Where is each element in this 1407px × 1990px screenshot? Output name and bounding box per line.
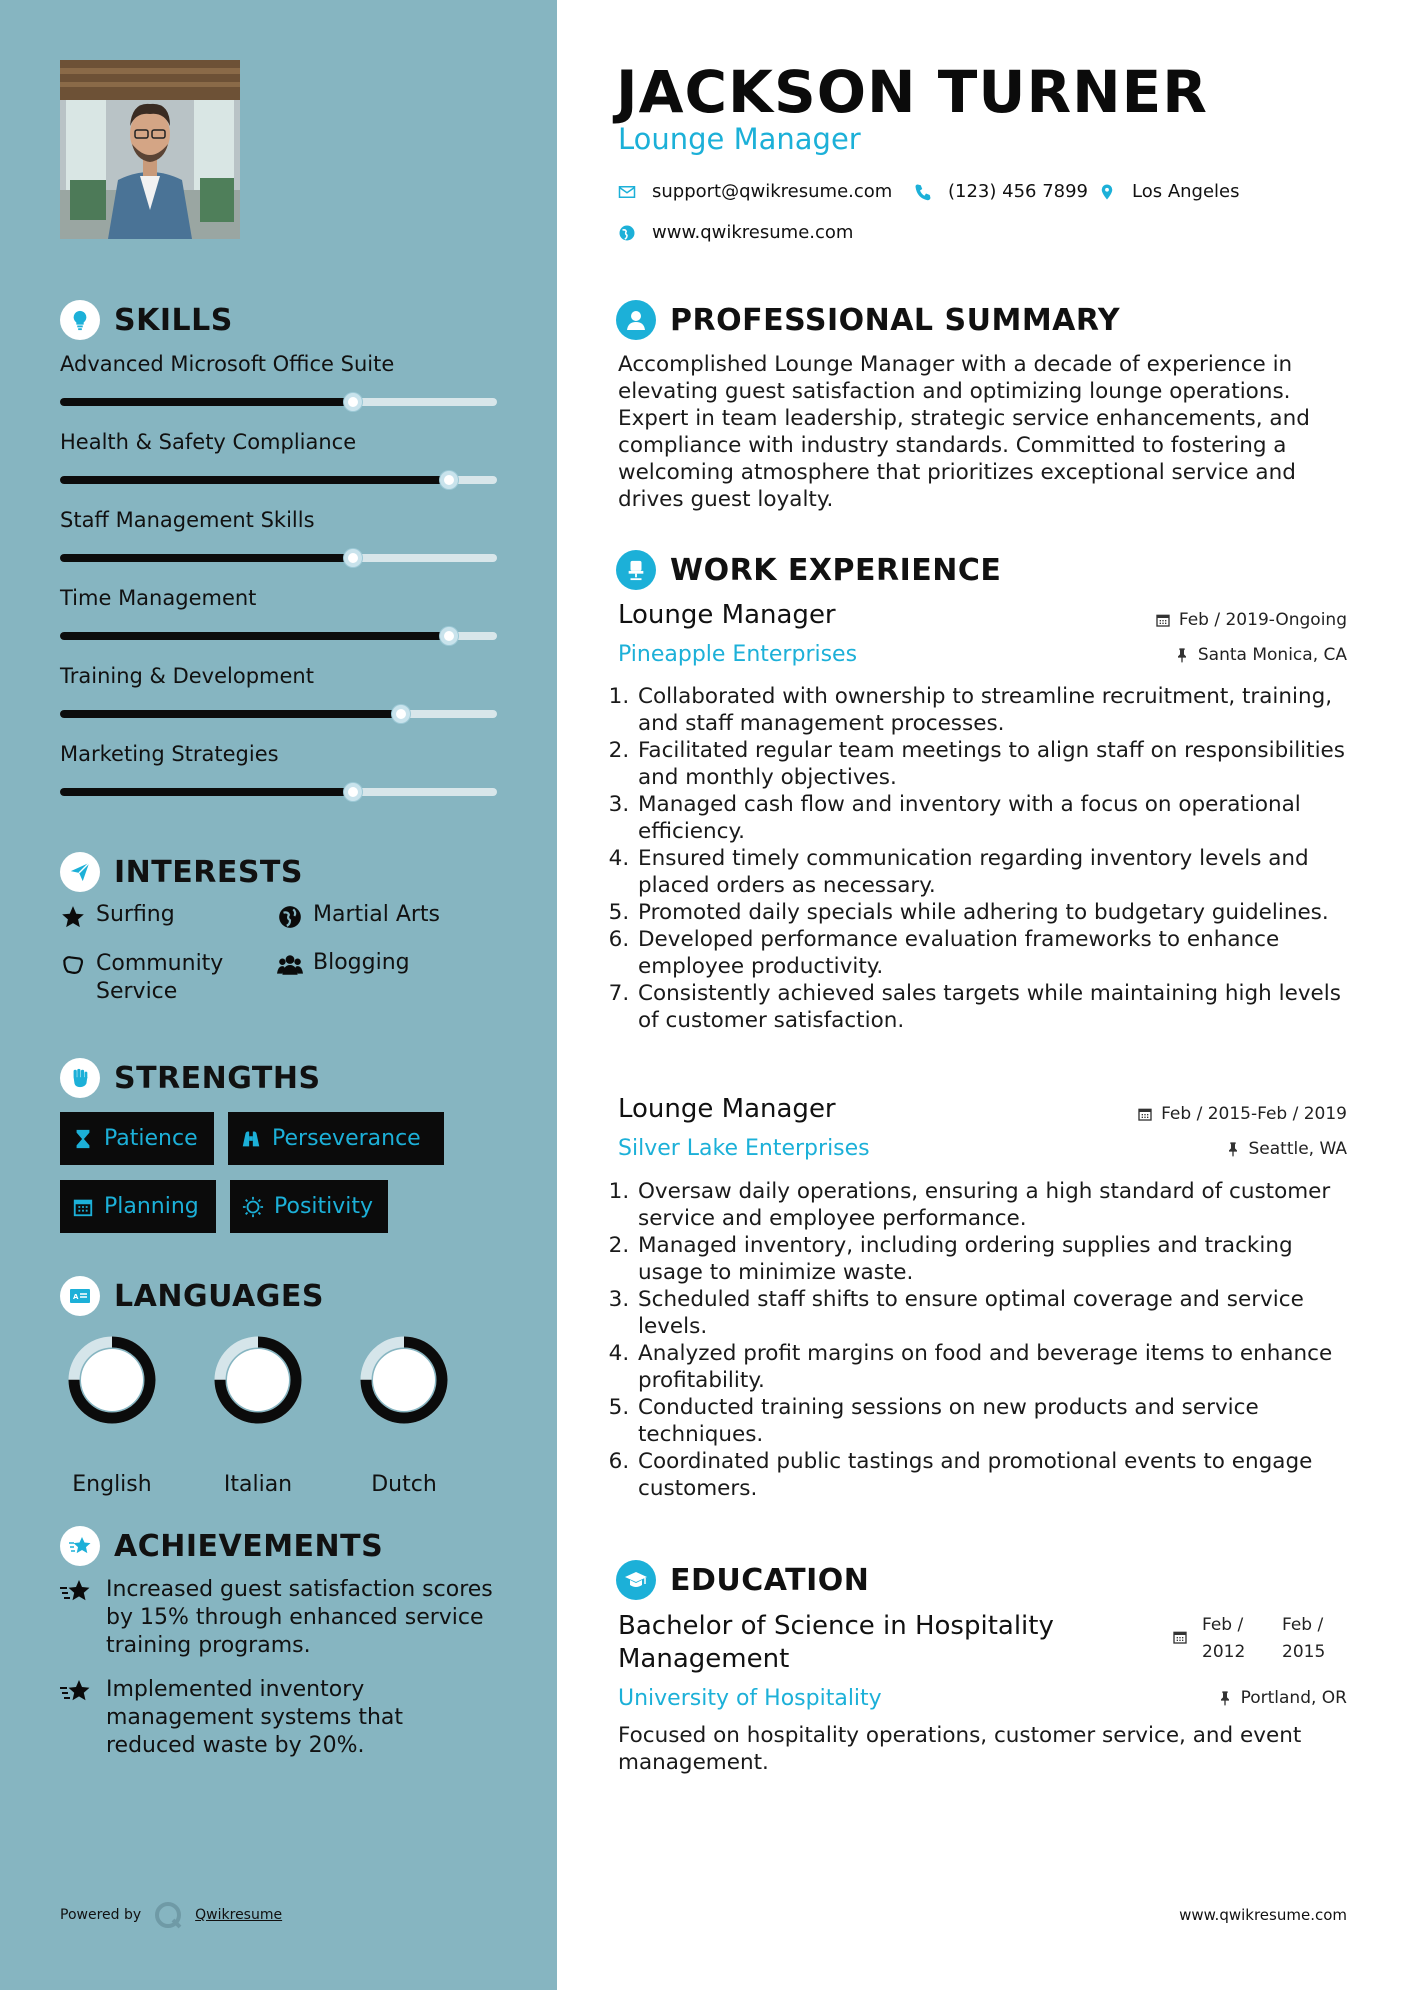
award-star-icon [60, 1578, 92, 1606]
strength-badge [228, 1112, 444, 1165]
user-icon [616, 300, 656, 340]
school-name: University of Hospitality [618, 1686, 882, 1711]
language-label: English [72, 1472, 152, 1497]
section-title: SKILLS [114, 302, 233, 338]
job-location [1225, 1139, 1348, 1159]
language-item [198, 1334, 318, 1497]
skill-bar-knob [440, 471, 458, 489]
fist-icon [60, 1058, 100, 1098]
pushpin-icon [1225, 1141, 1241, 1157]
skill-bar-knob [392, 705, 410, 723]
pushpin-icon [1217, 1690, 1233, 1706]
hand-icon [60, 952, 86, 978]
calendar-icon [72, 1196, 94, 1218]
contact-website[interactable] [618, 222, 853, 243]
interest-item [277, 950, 410, 978]
job-location [1174, 645, 1347, 665]
strength-badge [60, 1112, 214, 1165]
skill-label: Health & Safety Compliance [60, 430, 357, 454]
skill-bar-fill [60, 554, 353, 562]
skill-label: Marketing Strategies [60, 742, 279, 766]
strengths-heading [60, 1058, 321, 1098]
duty-item: 5. Promoted daily specials while adhering to budgetary guidelines. [636, 899, 1352, 926]
pushpin-icon [1174, 647, 1190, 663]
job-company: Silver Lake Enterprises [618, 1136, 870, 1161]
achievements-heading [60, 1526, 383, 1566]
duty-item: 5. Conducted training sessions on new products and service techniques. [636, 1394, 1352, 1448]
skill-item [60, 352, 497, 376]
skill-bar [60, 632, 497, 640]
duty-item: 3. Managed cash flow and inventory with a focus on operational efficiency. [636, 791, 1352, 845]
job-location-text: Seattle, WA [1248, 1139, 1347, 1159]
profile-photo [60, 60, 240, 239]
duty-item: 6. Developed performance evaluation frameworks to enhance employee productivity. [636, 926, 1352, 980]
summary-text: Accomplished Lounge Manager with a decade of experience in elevating guest satisfaction and optimizing lounge operations. Expert in team leadership, strategic service enhancements, and compliance with industry standards. Committed to fostering a welcoming atmosphere that prioritizes exceptional service and drives guest loyalty. [618, 352, 1310, 512]
award-star-icon [60, 1678, 92, 1706]
language-ring [66, 1334, 158, 1426]
skill-label: Training & Development [60, 664, 314, 688]
skill-bar [60, 710, 497, 718]
achievement-item [60, 1676, 500, 1760]
candidate-role: Lounge Manager [618, 122, 861, 156]
skill-bar-knob [344, 393, 362, 411]
education-start-month: Feb / [1202, 1615, 1244, 1635]
paper-plane-icon [60, 852, 100, 892]
section-title: PROFESSIONAL SUMMARY [670, 302, 1121, 338]
job-dates-text: Feb / 2019-Ongoing [1178, 610, 1347, 630]
experience-heading [616, 550, 1001, 590]
skill-item [60, 430, 497, 454]
phone-text: (123) 456 7899 [948, 181, 1089, 202]
job-dates [1137, 1104, 1347, 1124]
strength-badge [230, 1180, 388, 1233]
education-location-text: Portland, OR [1240, 1688, 1347, 1708]
skill-item [60, 586, 497, 610]
skill-bar [60, 476, 497, 484]
calendar-icon [1137, 1106, 1153, 1122]
job-title: Lounge Manager [618, 1094, 836, 1124]
duty-item: 2. Facilitated regular team meetings to align staff on responsibilities and monthly objectives. [636, 737, 1352, 791]
job-company: Pineapple Enterprises [618, 642, 858, 667]
job-title: Lounge Manager [618, 600, 836, 630]
achievement-text: Implemented inventory management systems that reduced waste by 20%. [106, 1677, 404, 1758]
skill-item [60, 742, 497, 766]
users-icon [277, 952, 303, 978]
globe-icon [277, 904, 303, 930]
skill-bar-knob [344, 549, 362, 567]
candidate-name: JACKSON TURNER [616, 58, 1208, 126]
lightbulb-icon [60, 300, 100, 340]
interest-label: Community Service [96, 951, 224, 1004]
duty-item: 4. Analyzed profit margins on food and beverage items to enhance profitability. [636, 1340, 1352, 1394]
education-end-year: 2015 [1282, 1642, 1326, 1662]
language-item [52, 1334, 172, 1497]
star-icon [60, 904, 86, 930]
duty-item: 3. Scheduled staff shifts to ensure optimal coverage and service levels. [636, 1286, 1352, 1340]
duty-item: 4. Ensured timely communication regarding inventory levels and placed orders as necessary. [636, 845, 1352, 899]
interest-item [60, 902, 175, 930]
powered-by-label: Powered by [60, 1907, 142, 1923]
strength-label: Patience [104, 1126, 198, 1151]
language-card-icon [60, 1276, 100, 1316]
powered-by [60, 1900, 282, 1930]
footer-url: www.qwikresume.com [1179, 1906, 1347, 1924]
section-title: INTERESTS [114, 854, 303, 890]
skill-bar-fill [60, 632, 449, 640]
education-heading [616, 1560, 869, 1600]
skill-item [60, 664, 497, 688]
skill-bar [60, 398, 497, 406]
skill-label: Time Management [60, 586, 257, 610]
contact-phone[interactable] [914, 181, 1088, 202]
interest-item [277, 902, 440, 930]
education-description: Focused on hospitality operations, customer service, and event management. [618, 1723, 1302, 1775]
contact-location [1098, 181, 1240, 202]
calendar-icon [1155, 612, 1171, 628]
education-end-month: Feb / [1282, 1615, 1324, 1635]
duty-item: 7. Consistently achieved sales targets while maintaining high levels of customer satisfaction. [636, 980, 1352, 1034]
qwikresume-link[interactable]: Qwikresume [195, 1907, 283, 1923]
skill-bar-knob [344, 783, 362, 801]
job-dates-text: Feb / 2015-Feb / 2019 [1161, 1104, 1347, 1124]
interest-item [60, 950, 260, 1006]
job-dates [1155, 610, 1347, 630]
strength-label: Perseverance [272, 1126, 421, 1151]
education-start [1202, 1612, 1262, 1666]
language-label: Dutch [371, 1472, 437, 1497]
skill-label: Staff Management Skills [60, 508, 315, 532]
location-text: Los Angeles [1132, 181, 1240, 202]
skill-bar-fill [60, 710, 401, 718]
calendar-icon [1172, 1629, 1188, 1645]
binoculars-icon [240, 1128, 262, 1150]
language-label: Italian [223, 1472, 293, 1497]
language-ring [358, 1334, 450, 1426]
achievement-star-icon [60, 1526, 100, 1566]
qwikresume-logo-icon [153, 1900, 183, 1930]
degree-title: Bachelor of Science in Hospitality Management [618, 1611, 1054, 1674]
skill-label: Advanced Microsoft Office Suite [60, 352, 395, 376]
job-location-text: Santa Monica, CA [1197, 645, 1347, 665]
map-pin-icon [1098, 183, 1116, 201]
skill-bar-knob [440, 627, 458, 645]
contact-email[interactable] [618, 181, 892, 202]
summary-heading [616, 300, 1120, 340]
language-item [344, 1334, 464, 1497]
skill-bar [60, 788, 497, 796]
strength-label: Positivity [274, 1194, 374, 1219]
section-title: STRENGTHS [114, 1060, 321, 1096]
section-title: WORK EXPERIENCE [670, 552, 1002, 588]
website-text: www.qwikresume.com [652, 222, 854, 243]
duty-item: 2. Managed inventory, including ordering supplies and tracking usage to minimize waste. [636, 1232, 1352, 1286]
email-text: support@qwikresume.com [652, 181, 893, 202]
skill-bar-fill [60, 476, 449, 484]
skill-bar-fill [60, 398, 353, 406]
interest-label: Martial Arts [313, 902, 441, 927]
hourglass-icon [72, 1128, 94, 1150]
section-title: ACHIEVEMENTS [114, 1528, 384, 1564]
education-location [1217, 1688, 1347, 1708]
strength-badge [60, 1180, 216, 1233]
office-chair-icon [616, 550, 656, 590]
education-start-year: 2012 [1202, 1642, 1246, 1662]
envelope-icon [618, 183, 636, 201]
interests-heading [60, 852, 303, 892]
svg-text:A: A [73, 1293, 79, 1301]
skill-item [60, 508, 497, 532]
achievement-text: Increased guest satisfaction scores by 15% through enhanced service training programs. [106, 1577, 493, 1658]
achievement-item [60, 1576, 500, 1660]
skills-heading [60, 300, 233, 340]
job-duties [612, 683, 1352, 1034]
job-duties [612, 1178, 1352, 1502]
graduation-cap-icon [616, 1560, 656, 1600]
interest-label: Surfing [96, 902, 175, 927]
sun-icon [242, 1196, 264, 1218]
education-end [1282, 1612, 1342, 1666]
interest-label: Blogging [313, 950, 410, 975]
duty-item: 1. Oversaw daily operations, ensuring a high standard of customer service and employee performance. [636, 1178, 1352, 1232]
duty-item: 1. Collaborated with ownership to streamline recruitment, training, and staff management processes. [636, 683, 1352, 737]
language-ring [212, 1334, 304, 1426]
section-title: EDUCATION [670, 1562, 870, 1598]
globe-icon [618, 224, 636, 242]
duty-item: 6. Coordinated public tastings and promotional events to engage customers. [636, 1448, 1352, 1502]
sidebar [0, 0, 557, 1990]
phone-icon [914, 183, 932, 201]
section-title: LANGUAGES [114, 1278, 324, 1314]
skill-bar-fill [60, 788, 353, 796]
education-dates [1172, 1612, 1362, 1666]
strength-label: Planning [104, 1194, 199, 1219]
skill-bar [60, 554, 497, 562]
languages-heading [60, 1276, 324, 1316]
